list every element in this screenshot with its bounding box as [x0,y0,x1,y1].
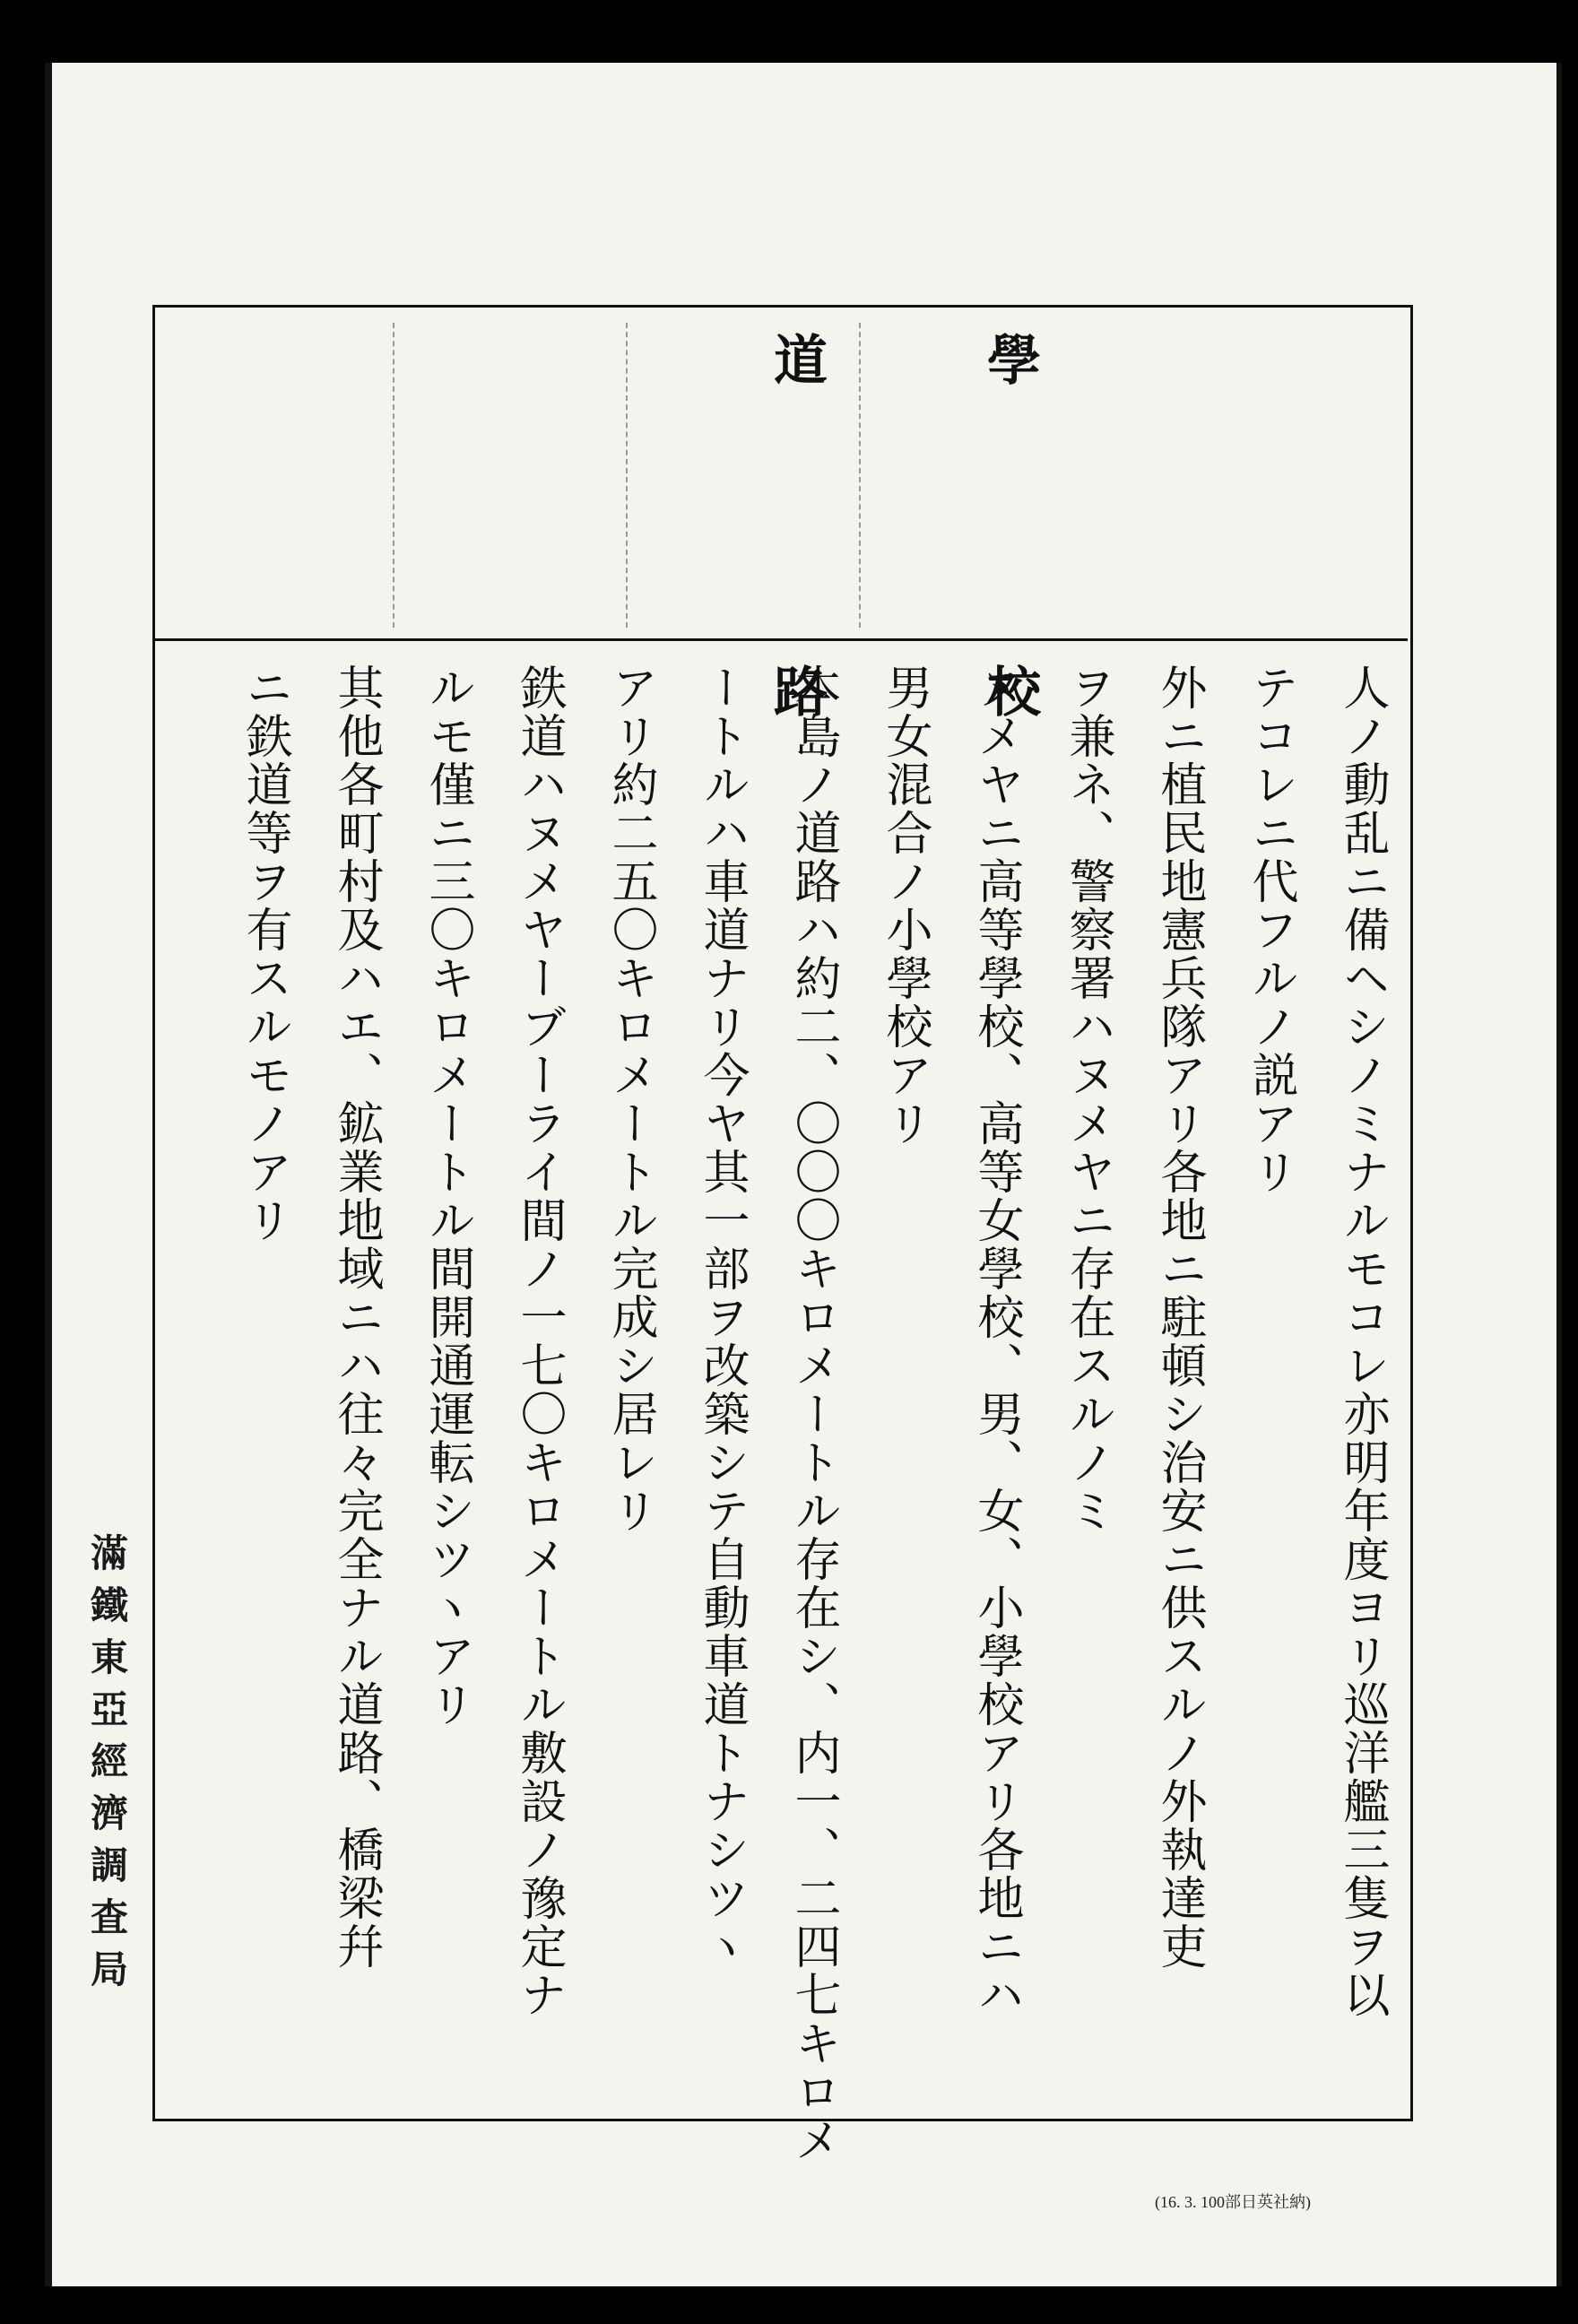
body-line-4: ヲ兼ネ、警察署ハヌメヤニ存在スルノミ [1061,663,1114,1535]
heading-school: 學 校 [978,332,1041,825]
body-line-5: ヌメヤニ高等學校、高等女學校、男、女、小學校アリ各地ニハ [969,663,1023,2019]
bureau-side-label: 滿鐵東亞經濟調査局 [85,1533,129,2001]
body-line-3: 外ニ植民地憲兵隊アリ各地ニ駐頓シ治安ニ供スルノ外執達吏 [1152,663,1206,1971]
body-line-11: ルモ僅ニ三〇キロメートル間開通運転シツヽアリ [421,663,474,1729]
body-line-9: アリ約二五〇キロメートル完成シ居レリ [603,663,657,1535]
body-line-10: 鉄道ハヌメヤーブーライ間ノ一七〇キロメートル敷設ノ豫定ナ [512,663,566,2019]
footer-print-note: (16. 3. 100部日英社納) [1155,2193,1311,2211]
body-line-13: ニ鉄道等ヲ有スルモノアリ [238,663,291,1244]
heading-road: 道 路 [765,332,828,825]
document-page [52,63,1558,2286]
body-line-2: テコレニ代フルノ説アリ [1244,663,1297,1196]
body-line-12: 其他各町村及ハエ、鉱業地域ニハ往々完全ナル道路、橋梁幷 [329,663,383,1971]
body-line-7: 本島ノ道路ハ約二、〇〇〇キロメートル存在シ、内一、二四七キロメ [786,663,840,2164]
body-line-6: 男女混合ノ小學校アリ [878,663,932,1148]
body-line-1: 人ノ動乱ニ備ヘシノミナルモコレ亦明年度ヨリ巡洋艦三隻ヲ以 [1335,663,1389,2019]
body-line-8: ートルハ車道ナリ今ヤ其一部ヲ改築シテ自動車道トナシツヽ [695,663,749,1971]
